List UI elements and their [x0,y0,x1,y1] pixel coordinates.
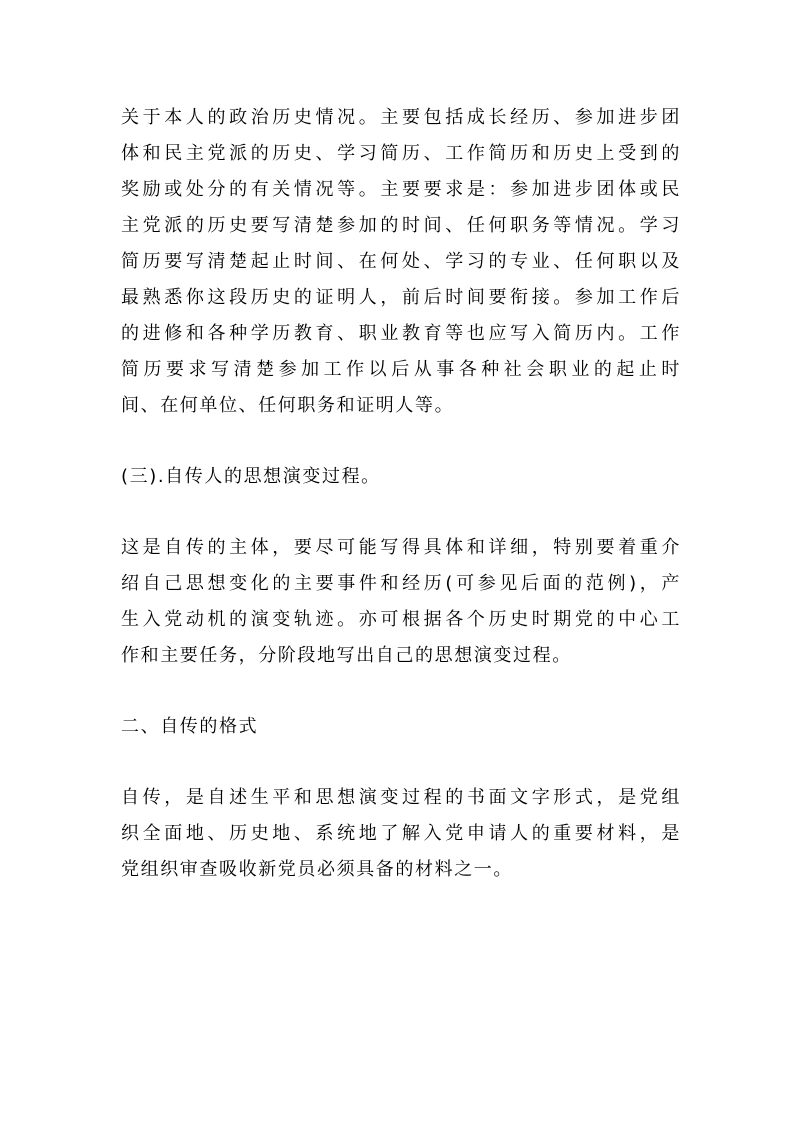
section-heading-3 [121,459,681,495]
text-line: 生入党动机的演变轨迹。亦可根据各个历史时期党的中心工 [121,609,681,630]
text-line: 体和民主党派的历史、学习简历、工作简历和历史上受到的 [121,143,681,164]
text-line: 简历要写清楚起止时间、在何处、学习的专业、任何职以及 [121,251,681,272]
text-line: 间、在何单位、任何职务和证明人等。 [121,395,455,416]
text-line: 绍自己思想变化的主要事件和经历(可参见后面的范例)，产 [121,573,681,594]
text-line: 的进修和各种学历教育、职业教育等也应写入简历内。工作 [121,323,681,344]
text-line: 奖励或处分的有关情况等。主要要求是：参加进步团体或民 [121,179,681,200]
text-line: 主党派的历史要写清楚参加的时间、任何职务等情况。学习 [121,215,681,236]
text-line: 这是自传的主体，要尽可能写得具体和详细，特别要着重介 [121,537,681,558]
document-body [121,100,681,888]
paragraph-autobiography-format [121,780,681,888]
text-line: 关于本人的政治历史情况。主要包括成长经历、参加进步团 [121,107,681,128]
text-line: 作和主要任务，分阶段地写出自己的思想演变过程。 [121,645,572,666]
heading-text: 二、自传的格式 [121,716,259,737]
text-line: 简历要求写清楚参加工作以后从事各种社会职业的起止时 [121,359,681,380]
section-heading-2 [121,709,681,745]
paragraph-political-history [121,100,681,424]
text-line: 织全面地、历史地、系统地了解入党申请人的重要材料，是 [121,823,681,844]
heading-text: (三).自传人的思想演变过程。 [121,466,381,487]
text-line: 最熟悉你这段历史的证明人，前后时间要衔接。参加工作后 [121,287,681,308]
text-line: 自传，是自述生平和思想演变过程的书面文字形式，是党组 [121,787,681,808]
text-line: 党组织审查吸收新党员必须具备的材料之一。 [121,859,513,880]
paragraph-thought-evolution [121,530,681,674]
